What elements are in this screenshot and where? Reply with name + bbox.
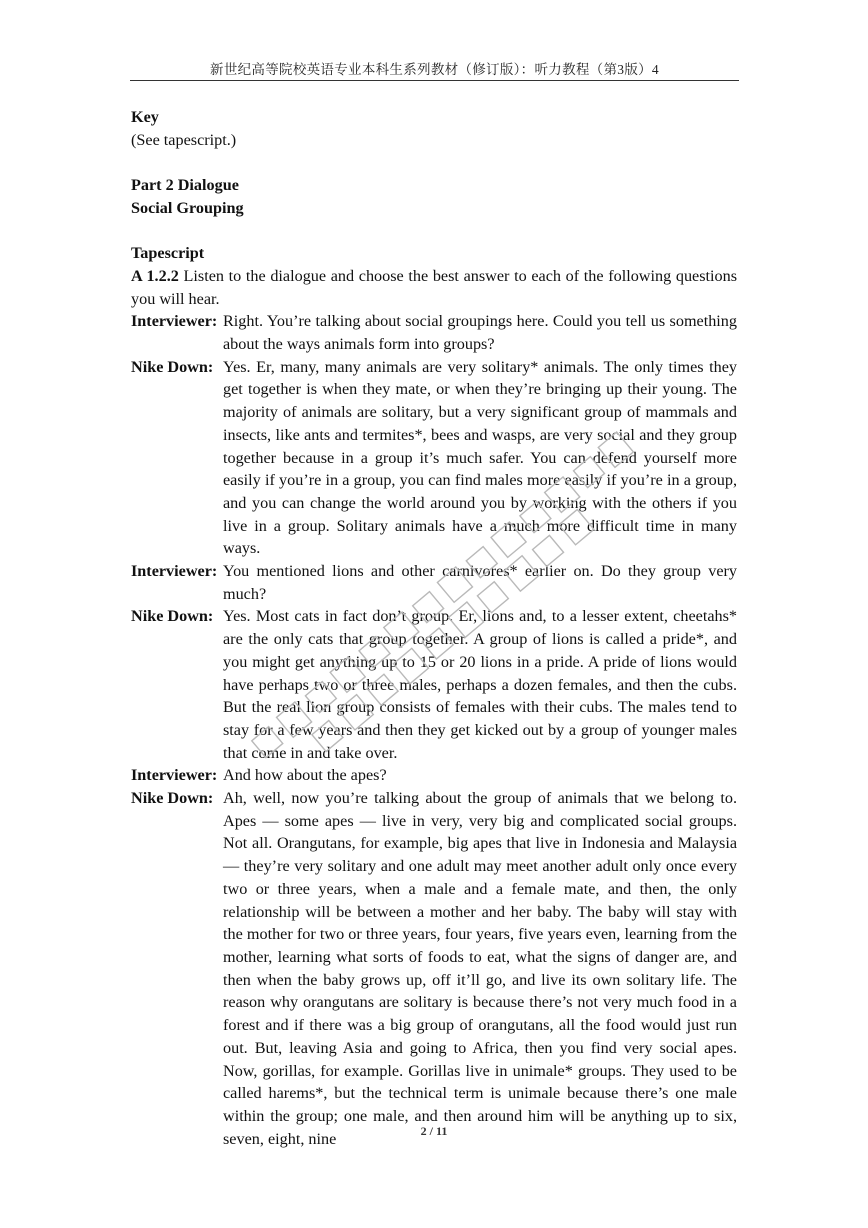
speech-text: Yes. Er, many, many animals are very solitary* animals. The only times they get together is when they mate, or when they’re bringing up their young. The majority of animals are solitary, but a very significant group of mammals and insects, like ants and termites*, bees and wasps, are very social and they group together because in a group it’s much safer. You can defend yourself more easily if you’re in a group, you can find males more easily if you’re in a group, and you can change the world around you by working with the others if you live in a group. Solitary animals have a much more difficult time in many ways. (223, 357, 737, 558)
key-heading: Key (131, 108, 159, 126)
dialogue-turn (131, 787, 737, 1150)
speaker-label: Interviewer: (131, 562, 218, 581)
speech-text: Yes. Most cats in fact don’t group. Er, lions and, to a lesser extent, cheetahs* are the only cats that group together. A group of lions is called a pride*, and you might get anything up to 15 or 20 lions in a pride. A pride of lions would have perhaps two or three males, perhaps a dozen females, and then the cubs. But the real lion group consists of females with their cubs. The males tend to stay for a few years and then they get kicked out by a group of younger males that come in and take over. (223, 607, 737, 762)
dialogue-turn (131, 764, 737, 787)
spacer (131, 220, 737, 243)
header-rule (130, 80, 739, 81)
dialogue-turn (131, 605, 737, 764)
running-header: 新世纪高等院校英语专业本科生系列教材（修订版）：听力教程（第3版）4 (210, 62, 659, 77)
speaker-label: Nike Down: (131, 357, 214, 376)
speech-text: Ah, well, now you’re talking about the group of animals that we belong to. Apes — some apes — live in very, very big and complicated social groups. Not all. Orangutans, for example, big apes that live in Indonesia and Malaysia — they’re very solitary and one adult may meet another adult only once every two or three years, when a male and a female mate, and then, the only relationship will be between a mother and her baby. The baby will stay with the mother for two or three years, four years, five years even, learning from the mother, learning what sorts of foods to eat, what the signs of danger are, and then when the baby grows up, off it’ll go, and live its own solitary life. The reason why orangutans are solitary is because there’s not very much food in a forest and if there was a big group of orangutans, all the food would just run out. But, leaving Asia and going to Africa, then you find very social apes. Now, gorillas, for example. Gorillas live in unimale* groups. They used to be called harems*, but the technical term is unimale because there’s one male within the group; one male, and then around him will be anything up to six, seven, eight, nine (223, 789, 737, 1148)
instruction-paragraph (131, 265, 737, 310)
instruction-label: A 1.2.2 (131, 266, 179, 285)
speech-text: Right. You’re talking about social groupings here. Could you tell us something about the ways animals form into groups? (223, 312, 737, 353)
page-content (131, 106, 737, 1150)
tapescript-heading: Tapescript (131, 244, 205, 263)
speaker-label: Nike Down: (131, 789, 214, 808)
part-subtitle: Social Grouping (131, 198, 244, 217)
part-title: Part 2 Dialogue (131, 176, 239, 195)
key-note: (See tapescript.) (131, 130, 237, 149)
instruction-text: Listen to the dialogue and choose the best answer to each of the following questions you will hear. (131, 266, 738, 308)
speaker-label: Interviewer: (131, 312, 218, 331)
page-number: 2 / 11 (420, 1124, 448, 1138)
dialogue-turn (131, 310, 737, 355)
speech-text: You mentioned lions and other carnivores* earlier on. Do they group very much? (223, 562, 737, 603)
speech-text: And how about the apes? (223, 766, 387, 785)
spacer (131, 151, 737, 174)
speaker-label: Interviewer: (131, 766, 218, 785)
speaker-label: Nike Down: (131, 607, 214, 626)
dialogue-turn (131, 560, 737, 605)
dialogue-turn (131, 356, 737, 560)
